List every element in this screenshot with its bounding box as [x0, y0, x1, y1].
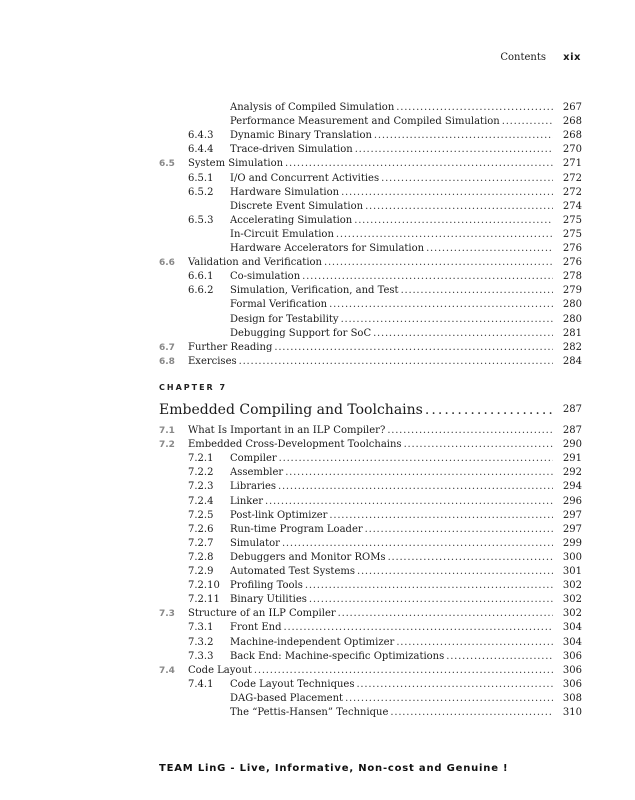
- subsection-number: 6.6.1: [188, 271, 214, 283]
- toc-entry: [0, 523, 635, 537]
- toc-entry: [0, 438, 635, 452]
- entry-page-number: 272: [562, 172, 582, 184]
- dot-leader: [355, 143, 553, 157]
- entry-page-number: 274: [562, 200, 582, 212]
- subsection-number: 7.2.5: [188, 509, 214, 521]
- toc-entry: [0, 157, 635, 171]
- subsection-number: 6.5.1: [188, 172, 214, 184]
- dot-leader: [396, 101, 553, 115]
- dot-leader: [356, 678, 553, 692]
- entry-title-wrap: [230, 200, 553, 214]
- dot-leader: [341, 186, 553, 200]
- entry-page-number: 301: [562, 566, 582, 577]
- entry-page-number: 280: [562, 299, 582, 311]
- toc-entry: [0, 650, 635, 664]
- entry-page-number: 292: [562, 467, 582, 479]
- entry-title: Code Layout Techniques: [230, 678, 355, 690]
- dot-leader: [365, 523, 553, 537]
- subsection-number: 7.2.8: [188, 551, 214, 563]
- dot-leader: [282, 537, 553, 551]
- entry-page-number: 271: [562, 158, 582, 170]
- toc-entry: [0, 186, 635, 200]
- entry-title-wrap: [230, 270, 553, 284]
- dot-leader: [305, 579, 553, 593]
- dot-leader: [365, 200, 553, 214]
- entry-title: Post-link Optimizer: [230, 509, 328, 521]
- dot-leader: [279, 452, 553, 466]
- running-header: [0, 52, 581, 63]
- subsection-number: 7.4.1: [188, 678, 214, 690]
- entry-title: What Is Important in an ILP Compiler?: [188, 425, 386, 436]
- entry-title-wrap: [230, 551, 553, 565]
- entry-page-number: 304: [562, 636, 582, 648]
- entry-title-wrap: [230, 242, 553, 256]
- toc-entry: [0, 466, 635, 480]
- subsection-number: 7.3.1: [188, 622, 214, 634]
- entry-page-number: 276: [562, 243, 582, 254]
- dot-leader: [324, 256, 553, 270]
- entry-title-wrap: [230, 186, 553, 200]
- footer-banner: TEAM LinG - Live, Informative, Non-cost and Genuine !: [159, 763, 509, 774]
- entry-title: In-Circuit Emulation: [230, 228, 334, 240]
- toc-entry: [0, 607, 635, 621]
- subsection-number: 7.2.1: [188, 453, 214, 465]
- entry-title: Dynamic Binary Translation: [230, 130, 372, 142]
- entry-title-wrap: [230, 129, 553, 143]
- entry-title-wrap: [230, 452, 553, 466]
- entry-title-wrap: [230, 172, 553, 186]
- entry-page-number: 297: [562, 509, 582, 521]
- entry-title-wrap: [230, 650, 553, 664]
- subsection-number: 7.2.2: [188, 467, 214, 479]
- dot-leader: [357, 565, 553, 579]
- toc-entry: [0, 664, 635, 678]
- toc-entry: [0, 565, 635, 579]
- dot-leader: [374, 129, 553, 143]
- toc-entry: [0, 706, 635, 720]
- section-number: 6.7: [159, 342, 175, 353]
- entry-title-wrap: [188, 157, 553, 171]
- subsection-number: 7.3.3: [188, 650, 214, 662]
- header-page-number: xix: [563, 52, 581, 63]
- dot-leader: [387, 424, 553, 438]
- subsection-number: 6.4.3: [188, 130, 214, 142]
- toc-entry: [0, 129, 635, 143]
- section-number: 7.3: [159, 609, 175, 620]
- subsection-number: 7.2.9: [188, 566, 214, 577]
- entry-title: I/O and Concurrent Activities: [230, 172, 380, 184]
- toc-entry: [0, 200, 635, 214]
- entry-page-number: 308: [562, 692, 582, 704]
- entry-page-number: 276: [562, 257, 582, 269]
- entry-page-number: 302: [562, 594, 582, 606]
- entry-title: Simulator: [230, 537, 280, 549]
- entry-title-wrap: [230, 678, 553, 692]
- entry-title: Trace-driven Simulation: [230, 144, 353, 156]
- toc-entry: [0, 692, 635, 706]
- entry-title-wrap: [230, 466, 553, 480]
- header-label: Contents: [500, 52, 546, 63]
- toc-entry: [0, 101, 635, 115]
- dot-leader: [284, 621, 553, 635]
- entry-title: Debugging Support for SoC: [230, 327, 372, 339]
- entry-page-number: 300: [562, 551, 582, 563]
- dot-leader: [329, 509, 553, 523]
- subsection-number: 6.5.2: [188, 186, 214, 198]
- entry-title: Front End: [230, 622, 282, 634]
- toc-entry: [0, 143, 635, 157]
- entry-page-number: 294: [562, 481, 582, 493]
- entry-page-number: 272: [562, 186, 582, 198]
- entry-title: Accelerating Simulation: [230, 214, 353, 226]
- subsection-number: 6.4.4: [188, 144, 214, 156]
- entry-title: Profiling Tools: [230, 580, 303, 592]
- entry-title-wrap: [230, 692, 553, 706]
- dot-leader: [446, 650, 553, 664]
- entry-title-wrap: [230, 214, 553, 228]
- subsection-number: 7.2.10: [188, 580, 220, 592]
- subsection-number: 7.2.6: [188, 523, 214, 535]
- entry-title-wrap: [230, 706, 553, 720]
- toc-entry: [0, 509, 635, 523]
- dot-leader: [373, 327, 553, 341]
- entry-page-number: 287: [562, 425, 582, 436]
- entry-title-wrap: [230, 284, 553, 298]
- entry-title-wrap: [230, 621, 553, 635]
- entry-title: Exercises: [188, 355, 237, 367]
- entry-title-wrap: [188, 341, 553, 355]
- entry-title: Formal Verification: [230, 299, 328, 311]
- subsection-number: 6.5.3: [188, 214, 214, 226]
- entry-title-wrap: [230, 313, 553, 327]
- entry-title: Debuggers and Monitor ROMs: [230, 551, 386, 563]
- dot-leader: [338, 607, 553, 621]
- entry-title-wrap: [188, 424, 553, 438]
- chapter-label: CHAPTER 7: [159, 383, 228, 392]
- toc-entry: [0, 115, 635, 129]
- dot-leader: [254, 664, 553, 678]
- entry-title: The “Pettis-Hansen” Technique: [230, 707, 389, 718]
- dot-leader: [336, 228, 553, 242]
- entry-title: Simulation, Verification, and Test: [230, 285, 399, 297]
- toc-entry: [0, 284, 635, 298]
- section-number: 6.6: [159, 258, 175, 269]
- entry-title: DAG-based Placement: [230, 692, 344, 704]
- subsection-number: 7.2.7: [188, 537, 214, 549]
- entry-page-number: 280: [562, 313, 582, 325]
- toc-entry: [0, 452, 635, 466]
- entry-title-wrap: [188, 355, 553, 369]
- chapter-heading-row: [0, 400, 635, 420]
- toc-entry: [0, 172, 635, 186]
- entry-page-number: 279: [562, 285, 582, 297]
- entry-title-wrap: [230, 537, 553, 551]
- toc-entry: [0, 537, 635, 551]
- dot-leader: [302, 270, 553, 284]
- entry-title-wrap: [230, 636, 553, 650]
- chapter-page-number: 287: [562, 404, 582, 415]
- dot-leader: [274, 341, 553, 355]
- entry-page-number: 275: [562, 214, 582, 226]
- entry-page-number: 306: [562, 664, 582, 676]
- entry-page-number: 302: [562, 580, 582, 592]
- entry-title: Binary Utilities: [230, 594, 307, 606]
- entry-title: Hardware Accelerators for Simulation: [230, 243, 425, 254]
- toc-entry: [0, 551, 635, 565]
- toc-entry: [0, 341, 635, 355]
- entry-page-number: 282: [562, 341, 582, 353]
- entry-title: Libraries: [230, 481, 277, 493]
- toc-entry: [0, 355, 635, 369]
- entry-title-wrap: [230, 565, 553, 579]
- entry-page-number: 278: [562, 271, 582, 283]
- subsection-number: 7.2.11: [188, 594, 220, 606]
- entry-title-wrap: [230, 523, 553, 537]
- dot-leader: [502, 115, 553, 129]
- entry-title-wrap: [230, 101, 553, 115]
- entry-title-wrap: [188, 664, 553, 678]
- dot-leader: [396, 636, 553, 650]
- toc-entry: [0, 214, 635, 228]
- entry-title-wrap: [230, 327, 553, 341]
- toc-entry: [0, 242, 635, 256]
- chapter-title: Embedded Compiling and Toolchains: [159, 402, 423, 418]
- entry-page-number: 306: [562, 678, 582, 690]
- entry-title: Embedded Cross-Development Toolchains: [188, 439, 402, 451]
- entry-title: Machine-independent Optimizer: [230, 636, 395, 648]
- entry-title: Structure of an ILP Compiler: [188, 608, 336, 620]
- entry-title-wrap: [230, 298, 553, 312]
- entry-page-number: 310: [562, 707, 582, 718]
- dot-leader: [329, 298, 553, 312]
- entry-page-number: 296: [562, 495, 582, 507]
- dot-leader: [285, 466, 553, 480]
- toc-entry: [0, 495, 635, 509]
- entry-title-wrap: [230, 593, 553, 607]
- section-number: 6.5: [159, 159, 175, 170]
- entry-page-number: 306: [562, 650, 582, 662]
- dot-leader: [278, 480, 553, 494]
- subsection-number: 7.2.4: [188, 495, 214, 507]
- dot-leader: [345, 692, 553, 706]
- toc-entry: [0, 424, 635, 438]
- entry-title-wrap: [230, 228, 553, 242]
- entry-page-number: 297: [562, 523, 582, 535]
- toc-entry: [0, 313, 635, 327]
- dot-leader: [239, 355, 553, 369]
- toc-entry: [0, 579, 635, 593]
- entry-title: Further Reading: [188, 341, 273, 353]
- dot-leader: [354, 214, 553, 228]
- entry-title: Run-time Program Loader: [230, 523, 363, 535]
- entry-title: Back End: Machine-specific Optimizations: [230, 650, 445, 662]
- toc-entry: [0, 270, 635, 284]
- entry-title: System Simulation: [188, 158, 284, 170]
- dot-leader: [426, 242, 553, 256]
- entry-page-number: 304: [562, 622, 582, 634]
- entry-title: Discrete Event Simulation: [230, 200, 364, 212]
- dot-leader: [390, 706, 553, 720]
- toc-entry: [0, 621, 635, 635]
- entry-title-wrap: [188, 607, 553, 621]
- dot-leader: [401, 284, 553, 298]
- section-number: 7.1: [159, 426, 175, 436]
- dot-leader: [341, 313, 553, 327]
- toc-entry: [0, 636, 635, 650]
- dot-leader: [285, 157, 553, 171]
- dot-leader: [381, 172, 553, 186]
- section-number: 6.8: [159, 356, 175, 367]
- subsection-number: 7.3.2: [188, 636, 214, 648]
- entry-title: Code Layout: [188, 664, 252, 676]
- toc-entry: [0, 593, 635, 607]
- toc-entry: [0, 228, 635, 242]
- entry-page-number: 299: [562, 537, 582, 549]
- entry-title: Performance Measurement and Compiled Simulation: [230, 116, 500, 128]
- entry-title: Compiler: [230, 453, 277, 465]
- entry-title: Design for Testability: [230, 313, 339, 325]
- section-number: 7.2: [159, 440, 175, 451]
- toc-entry: [0, 480, 635, 494]
- entry-page-number: 275: [562, 228, 582, 240]
- entry-title: Automated Test Systems: [230, 566, 355, 577]
- entry-title-wrap: [230, 495, 553, 509]
- toc-entry: [0, 327, 635, 341]
- entry-page-number: 290: [562, 439, 582, 451]
- dot-leader: [425, 400, 553, 420]
- dot-leader: [265, 495, 553, 509]
- toc-entry: [0, 298, 635, 312]
- entry-title-wrap: [230, 480, 553, 494]
- toc-entry: [0, 678, 635, 692]
- entry-title: Validation and Verification: [188, 257, 322, 269]
- entry-page-number: 284: [562, 355, 582, 367]
- toc-entry: [0, 256, 635, 270]
- entry-title-wrap: [230, 579, 553, 593]
- section-number: 7.4: [159, 665, 175, 676]
- dot-leader: [388, 551, 553, 565]
- entry-page-number: 302: [562, 608, 582, 620]
- subsection-number: 6.6.2: [188, 285, 214, 297]
- entry-title: Analysis of Compiled Simulation: [230, 102, 395, 113]
- entry-title-wrap: [230, 143, 553, 157]
- entry-page-number: 281: [562, 327, 582, 339]
- subsection-number: 7.2.3: [188, 481, 214, 493]
- chapter-title-wrap: [159, 400, 553, 420]
- entry-title-wrap: [188, 438, 553, 452]
- entry-page-number: 268: [562, 116, 582, 128]
- entry-title: Hardware Simulation: [230, 186, 340, 198]
- entry-title-wrap: [230, 115, 553, 129]
- entry-page-number: 270: [562, 144, 582, 156]
- entry-page-number: 268: [562, 130, 582, 142]
- entry-page-number: 291: [562, 453, 582, 465]
- dot-leader: [404, 438, 553, 452]
- entry-title-wrap: [230, 509, 553, 523]
- entry-page-number: 267: [562, 102, 582, 113]
- entry-title-wrap: [188, 256, 553, 270]
- entry-title: Co-simulation: [230, 271, 301, 283]
- entry-title: Assembler: [230, 467, 284, 479]
- dot-leader: [309, 593, 553, 607]
- entry-title: Linker: [230, 495, 264, 507]
